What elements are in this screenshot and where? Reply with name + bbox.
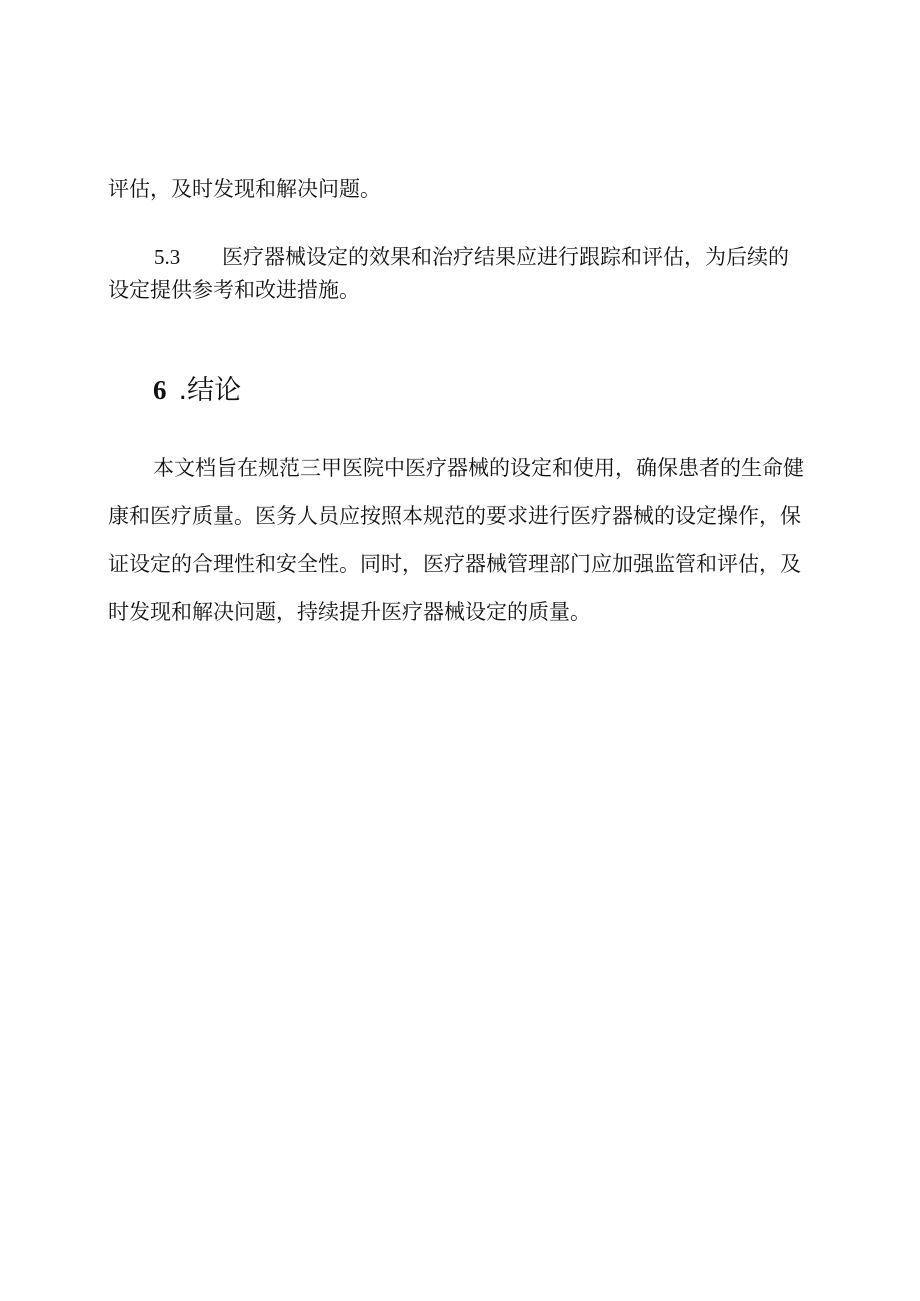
section6-number: 6 bbox=[153, 375, 167, 405]
item-5-3 bbox=[108, 242, 789, 272]
section6-title: .结论 bbox=[178, 375, 242, 406]
section6-heading bbox=[153, 372, 241, 409]
conclusion-line-4: 时发现和解决问题，持续提升医疗器械设定的质量。 bbox=[108, 600, 591, 624]
section5-continuation-text: 评估，及时发现和解决问题。 bbox=[108, 177, 381, 201]
item-5-3-text-line2: 设定提供参考和改进措施。 bbox=[108, 278, 360, 302]
conclusion-line-3: 证设定的合理性和安全性。同时，医疗器械管理部门应加强监管和评估，及 bbox=[108, 552, 801, 576]
item-5-3-text-line1: 医疗器械设定的效果和治疗结果应进行跟踪和评估，为后续的 bbox=[222, 245, 789, 269]
item-5-3-number: 5.3 bbox=[154, 245, 181, 269]
conclusion-line-1: 本文档旨在规范三甲医院中医疗器械的设定和使用，确保患者的生命健 bbox=[153, 456, 804, 480]
conclusion-line-2: 康和医疗质量。医务人员应按照本规范的要求进行医疗器械的设定操作，保 bbox=[108, 504, 801, 528]
